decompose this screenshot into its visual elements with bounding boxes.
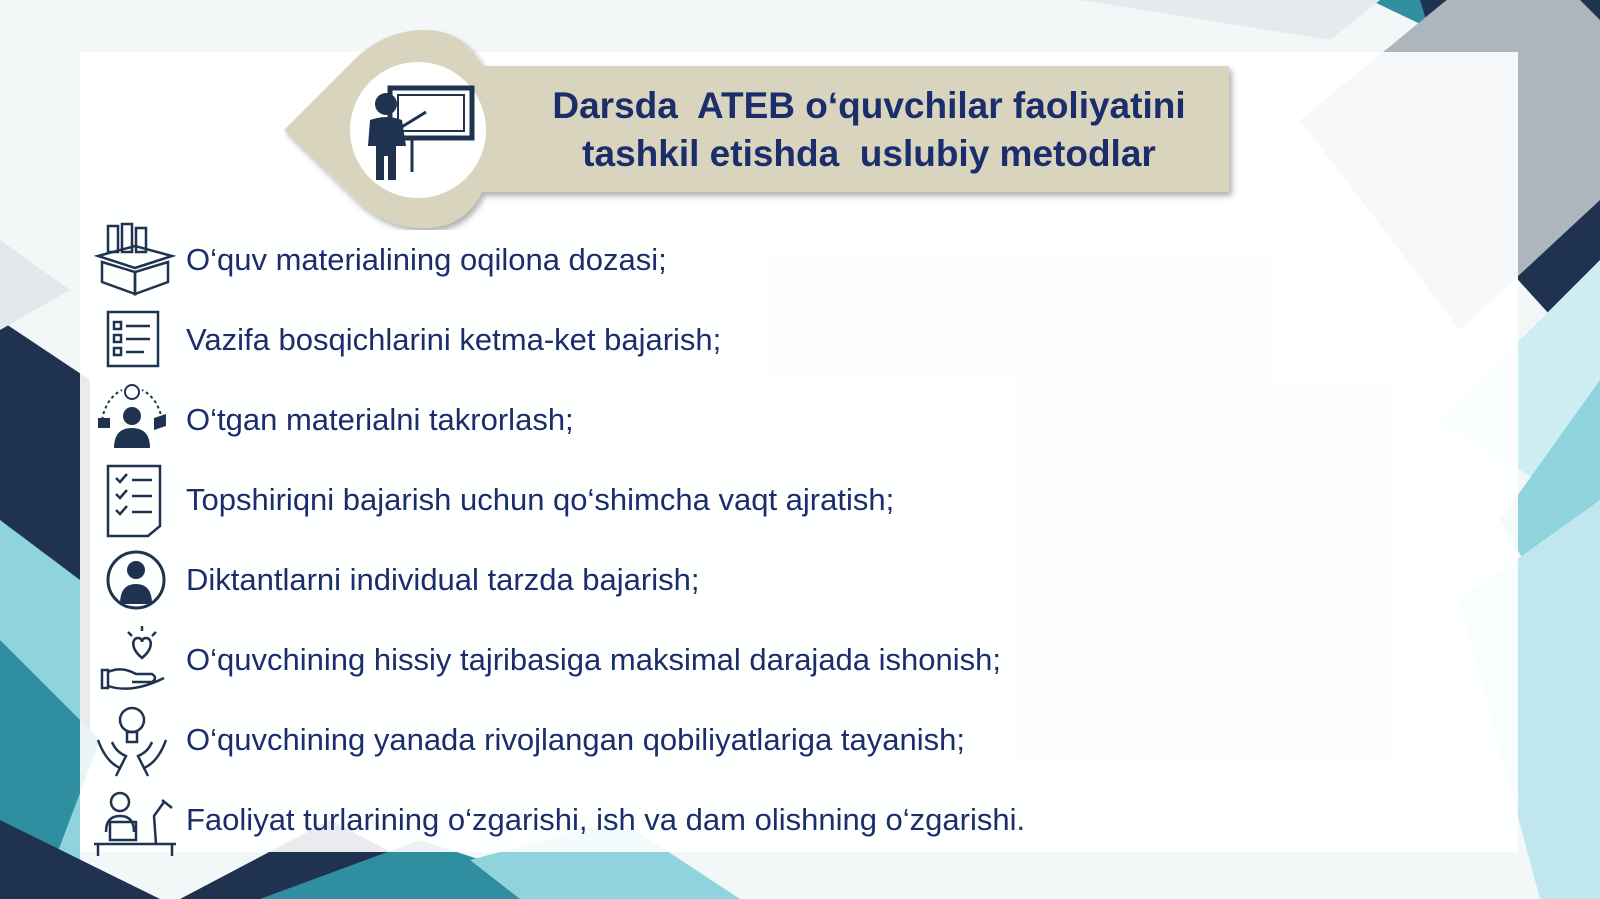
page-title <box>494 82 1244 178</box>
title-line-2: tashkil etishda uslubiy metodlar <box>582 133 1156 174</box>
list-item <box>92 700 965 780</box>
open-box-icon <box>92 222 178 298</box>
list-item-text: Faoliyat turlarining o‘zgarishi, ish va dam olishning o‘zgarishi. <box>186 802 1026 837</box>
title-line-1: Darsda ATEB o‘quvchilar faoliyatini <box>552 85 1186 126</box>
student-knowledge-icon <box>92 382 178 458</box>
checklist-icon <box>92 302 178 378</box>
task-list-icon <box>92 462 178 538</box>
list-item <box>92 460 894 540</box>
list-item-text: Vazifa bosqichlarini ketma-ket bajarish; <box>186 322 722 357</box>
desk-worker-icon <box>92 782 178 858</box>
list-item <box>92 380 574 460</box>
list-item <box>92 780 1025 860</box>
hand-heart-icon <box>92 622 178 698</box>
list-item-text: O‘quvchining hissiy tajribasiga maksimal darajada ishonish; <box>186 642 1002 677</box>
person-circle-icon <box>92 542 178 618</box>
list-item <box>92 620 1001 700</box>
title-banner <box>284 30 1254 230</box>
teacher-presentation-icon <box>350 62 486 198</box>
list-item-text: O‘tgan materialni takrorlash; <box>186 402 574 437</box>
list-item-text: O‘quvchining yanada rivojlangan qobiliyatlariga tayanish; <box>186 722 965 757</box>
hands-lightbulb-icon <box>92 702 178 778</box>
list-item-text: O‘quv materialining oqilona dozasi; <box>186 242 667 277</box>
list-item <box>92 220 667 300</box>
list-item <box>92 300 721 380</box>
list-item-text: Topshiriqni bajarish uchun qo‘shimcha vaqt ajratish; <box>186 482 895 517</box>
list-item-text: Diktantlarni individual tarzda bajarish; <box>186 562 700 597</box>
list-item <box>92 540 699 620</box>
